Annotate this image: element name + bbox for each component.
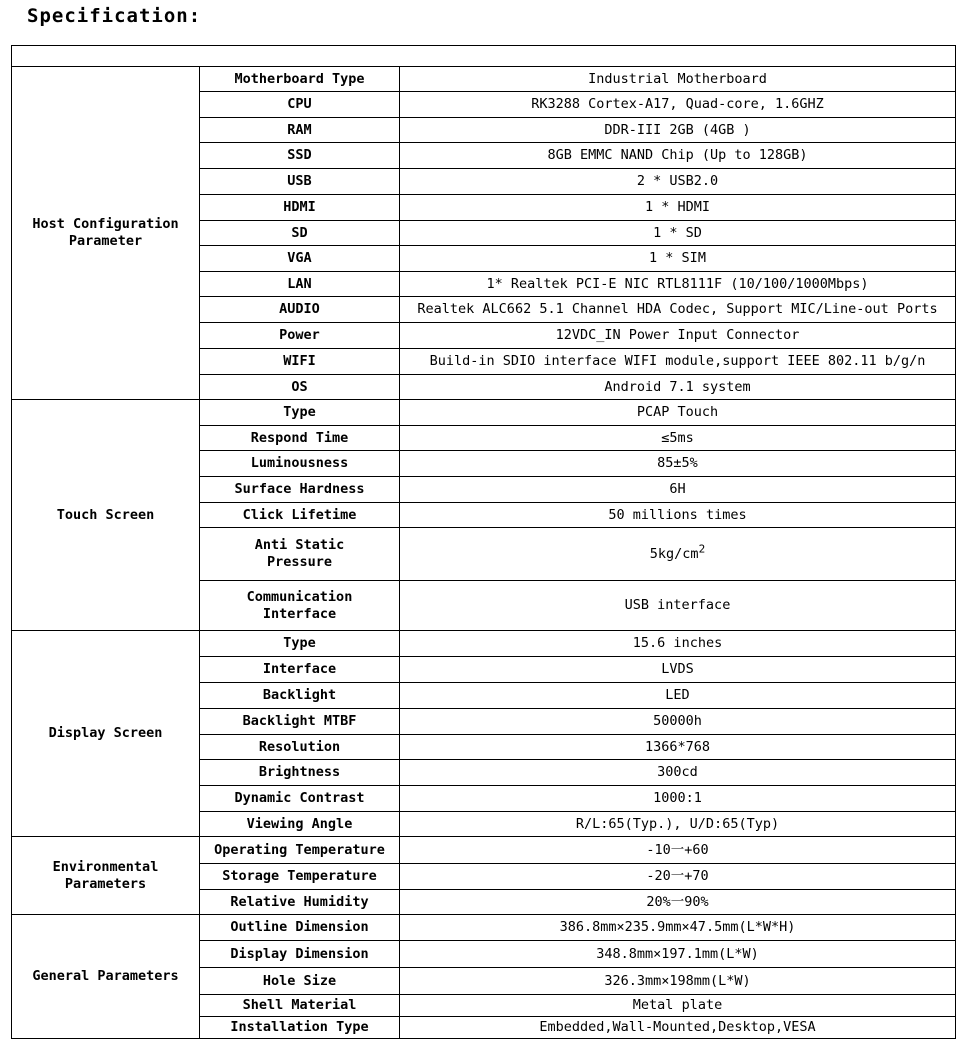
spec-label: Hole Size: [200, 968, 400, 995]
table-row: [12, 631, 956, 657]
spec-label: SSD: [200, 143, 400, 169]
spec-label: RAM: [200, 118, 400, 143]
spec-label: CPU: [200, 92, 400, 118]
spec-label: Power: [200, 323, 400, 349]
spec-value: $5kg/cm^2$: [400, 528, 956, 581]
spec-label: Relative Humidity: [200, 890, 400, 915]
spec-value: Embedded,Wall-Mounted,Desktop,VESA: [400, 1017, 956, 1039]
blank-cell: [12, 46, 956, 67]
spec-value: USB interface: [400, 581, 956, 631]
spec-value: 15.6 inches: [400, 631, 956, 657]
spec-label: Surface Hardness: [200, 477, 400, 503]
spec-label: Backlight: [200, 683, 400, 709]
spec-value: 348.8mm×197.1mm(L*W): [400, 941, 956, 968]
spec-value: 6H: [400, 477, 956, 503]
spec-value: ≤5ms: [400, 426, 956, 451]
page-title: Specification:: [27, 5, 202, 27]
spec-label: Interface: [200, 657, 400, 683]
spec-label: Operating Temperature: [200, 837, 400, 864]
table-row: [12, 837, 956, 864]
spec-label: Type: [200, 400, 400, 426]
spec-label: Backlight MTBF: [200, 709, 400, 735]
spec-value: -10一+60: [400, 837, 956, 864]
spec-label: Click Lifetime: [200, 503, 400, 528]
spec-value: R/L:65(Typ.), U/D:65(Typ): [400, 812, 956, 837]
spec-value: 12VDC_IN Power Input Connector: [400, 323, 956, 349]
table-row: [12, 67, 956, 92]
spec-label: Communication Interface: [200, 581, 400, 631]
spec-label: Type: [200, 631, 400, 657]
spec-label: LAN: [200, 272, 400, 297]
spec-value: Build-in SDIO interface WIFI module,support IEEE 802.11 b/g/n: [400, 349, 956, 375]
spec-label: Brightness: [200, 760, 400, 786]
spec-value: 1 * HDMI: [400, 195, 956, 221]
spec-value: 1 * SD: [400, 221, 956, 246]
spec-value: 2 * USB2.0: [400, 169, 956, 195]
spec-value: 1* Realtek PCI-E NIC RTL8111F (10/100/1000Mbps): [400, 272, 956, 297]
spec-value: 1366*768: [400, 735, 956, 760]
host-category: Host Configuration Parameter: [12, 67, 200, 400]
spec-value: PCAP Touch: [400, 400, 956, 426]
spec-value: 20%一90%: [400, 890, 956, 915]
spec-label: Anti Static Pressure: [200, 528, 400, 581]
spec-label: Dynamic Contrast: [200, 786, 400, 812]
spec-value: LVDS: [400, 657, 956, 683]
spec-value: 85±5%: [400, 451, 956, 477]
spec-label: Viewing Angle: [200, 812, 400, 837]
spec-value: DDR-III 2GB (4GB ): [400, 118, 956, 143]
spec-label: Shell Material: [200, 995, 400, 1017]
spec-value: 8GB EMMC NAND Chip (Up to 128GB): [400, 143, 956, 169]
spec-value: -20一+70: [400, 864, 956, 890]
table-row: [12, 915, 956, 941]
table-row: [12, 400, 956, 426]
spec-label: Display Dimension: [200, 941, 400, 968]
spec-label: Installation Type: [200, 1017, 400, 1039]
spec-label: Storage Temperature: [200, 864, 400, 890]
spec-value: 300cd: [400, 760, 956, 786]
spec-label: Motherboard Type: [200, 67, 400, 92]
spec-label: WIFI: [200, 349, 400, 375]
spec-value: Realtek ALC662 5.1 Channel HDA Codec, Support MIC/Line-out Ports: [400, 297, 956, 323]
spec-label: OS: [200, 375, 400, 400]
display-category: Display Screen: [12, 631, 200, 837]
table-header-blank-row: [12, 46, 956, 67]
spec-value: 326.3mm×198mm(L*W): [400, 968, 956, 995]
spec-value: 1 * SIM: [400, 246, 956, 272]
superscript: 2: [698, 542, 706, 555]
spec-value: 386.8mm×235.9mm×47.5mm(L*W*H): [400, 915, 956, 941]
spec-value: 50000h: [400, 709, 956, 735]
spec-value: Industrial Motherboard: [400, 67, 956, 92]
spec-value: 1000:1: [400, 786, 956, 812]
spec-label: Respond Time: [200, 426, 400, 451]
spec-label: VGA: [200, 246, 400, 272]
spec-value: Metal plate: [400, 995, 956, 1017]
spec-label: USB: [200, 169, 400, 195]
spec-value: LED: [400, 683, 956, 709]
spec-value: RK3288 Cortex-A17, Quad-core, 1.6GHZ: [400, 92, 956, 118]
general-category: General Parameters: [12, 915, 200, 1039]
touch-category: Touch Screen: [12, 400, 200, 631]
environmental-category: Environmental Parameters: [12, 837, 200, 915]
specification-table: [11, 45, 956, 1039]
spec-label: Outline Dimension: [200, 915, 400, 941]
spec-value: 50 millions times: [400, 503, 956, 528]
spec-label: AUDIO: [200, 297, 400, 323]
spec-label: Luminousness: [200, 451, 400, 477]
spec-label: HDMI: [200, 195, 400, 221]
spec-label: SD: [200, 221, 400, 246]
spec-value: Android 7.1 system: [400, 375, 956, 400]
spec-label: Resolution: [200, 735, 400, 760]
